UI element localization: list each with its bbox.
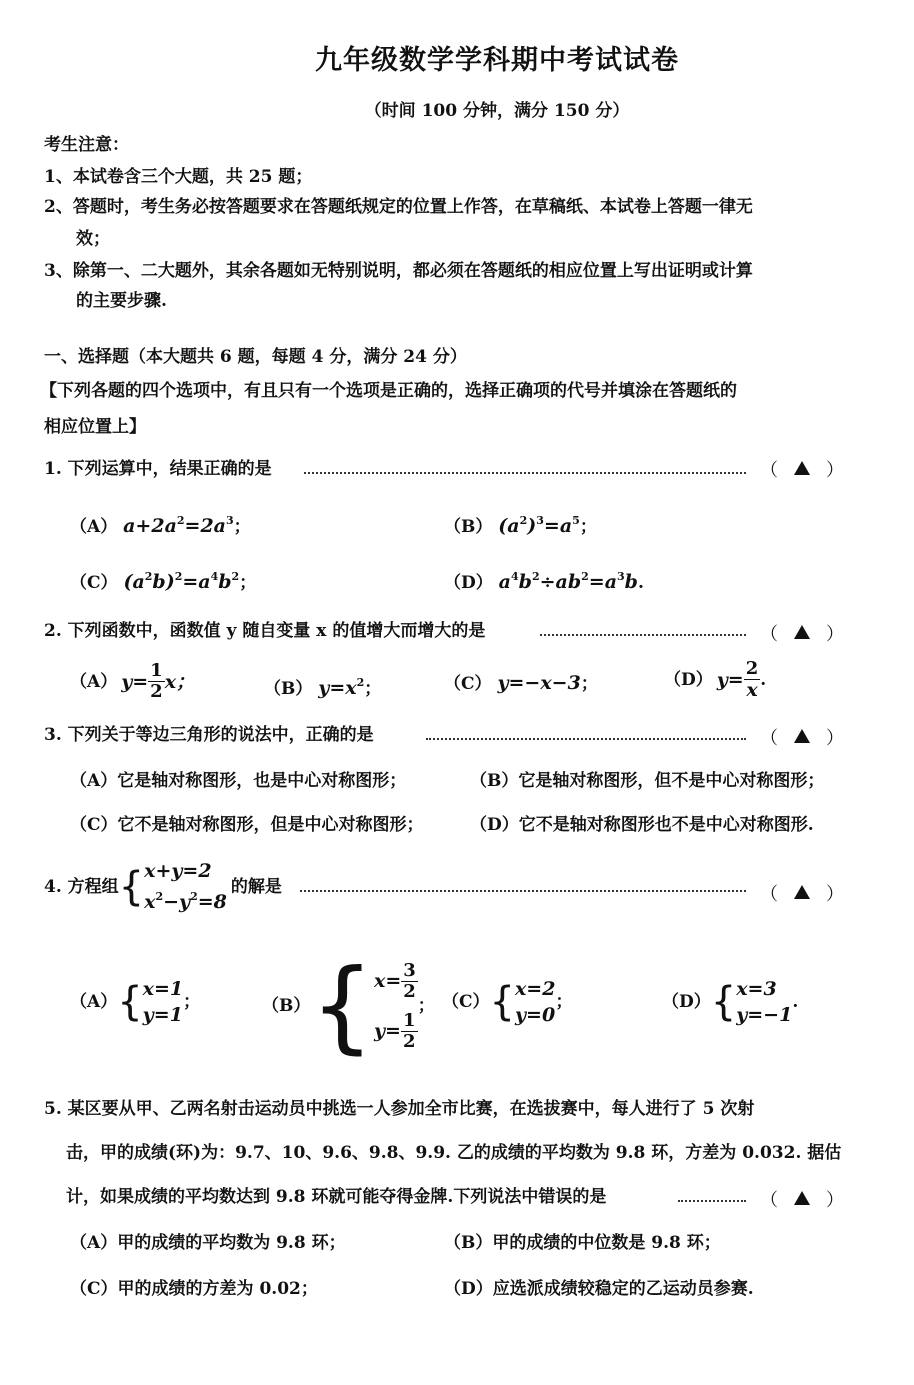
q5-line-3: 计，如果成绩的平均数达到 9.8 环就可能夺得金牌.下列说法中错误的是 bbox=[66, 1187, 607, 1207]
q1-d-exp3: 2 bbox=[581, 570, 589, 583]
q1-d-label: （D） bbox=[444, 573, 493, 593]
q1-a-expr-2: =2a bbox=[184, 515, 226, 537]
q3-option-a: （A）它是轴对称图形，也是中心对称图形； bbox=[70, 771, 407, 791]
q2-b-expr: y=x bbox=[318, 677, 357, 699]
exam-subtitle: （时间 100 分钟，满分 150 分） bbox=[364, 101, 630, 121]
q1-c-label: （C） bbox=[70, 573, 118, 593]
q3-triangle-icon bbox=[794, 729, 810, 743]
section-instruction-2: 相应位置上】 bbox=[44, 417, 146, 437]
q5-option-b: （B）甲的成绩的中位数是 9.8 环； bbox=[444, 1233, 721, 1253]
q1-b-end: ； bbox=[579, 517, 597, 537]
q1-c-end: ； bbox=[239, 573, 257, 593]
q1-paren-close: ） bbox=[826, 460, 844, 481]
q4-c-brace: { bbox=[489, 979, 515, 1025]
q2-paren-close: ） bbox=[826, 624, 844, 645]
q4-option-a bbox=[70, 976, 200, 1028]
q2-d-pre: y= bbox=[716, 668, 744, 691]
q2-option-d bbox=[664, 660, 766, 699]
q4-b-brace: { bbox=[310, 947, 374, 1064]
notice-heading: 考生注意： bbox=[44, 135, 129, 155]
q4-b-label: （B） bbox=[262, 996, 311, 1016]
q2-c-end: ； bbox=[580, 674, 598, 694]
q2-leader-dots bbox=[540, 634, 746, 636]
q1-option-a bbox=[70, 510, 251, 538]
q4-paren-close: ） bbox=[826, 884, 844, 905]
q2-a-den: 2 bbox=[150, 681, 163, 702]
q1-option-c bbox=[70, 566, 256, 594]
q5-option-a: （A）甲的成绩的平均数为 9.8 环； bbox=[70, 1233, 346, 1253]
q1-d-exp1: 4 bbox=[510, 570, 519, 583]
section-heading: 一、选择题（本大题共 6 题，每题 4 分，满分 24 分） bbox=[44, 347, 467, 367]
q4-c-label: （C） bbox=[442, 992, 490, 1012]
q4-option-b bbox=[262, 947, 435, 1064]
q1-c-expr-2: b) bbox=[152, 571, 175, 593]
q2-d-end: . bbox=[760, 669, 767, 690]
q1-d-expr-3: ÷ab bbox=[539, 571, 582, 593]
q3-paren-open: （ bbox=[760, 728, 778, 749]
q1-d-end: . bbox=[637, 573, 644, 593]
q4-eq1: x+y=2 bbox=[144, 860, 212, 882]
q4-b-system: x= $\frac{3}{2}$ y= $\frac{1}{2}$ bbox=[374, 959, 416, 1052]
q1-b-expr-3: =a bbox=[543, 515, 573, 537]
q1-d-expr-4: =a bbox=[588, 571, 618, 593]
q5-line-1: 5. 某区要从甲、乙两名射击运动员中挑选一人参加全市比赛，在选拔赛中，每人进行了 5 次射 bbox=[44, 1099, 755, 1119]
q4-leader-dots bbox=[300, 890, 746, 892]
q1-d-exp4: 3 bbox=[617, 570, 625, 583]
q1-a-exp2: 3 bbox=[226, 514, 234, 527]
q1-b-expr-1: (a bbox=[498, 515, 520, 537]
q4-c-end: ； bbox=[555, 992, 573, 1012]
q4-stem bbox=[44, 858, 282, 915]
q4-stem-post: 的解是 bbox=[230, 876, 282, 897]
q2-a-post: x； bbox=[164, 670, 196, 693]
q1-a-expr-1: a+2a bbox=[123, 515, 177, 537]
q1-c-exp1: 2 bbox=[144, 570, 153, 583]
notice-item-2: 2、答题时，考生务必按答题要求在答题纸规定的位置上作答，在草稿纸、本试卷上答题一律无 bbox=[44, 197, 753, 217]
q1-c-exp2: 2 bbox=[174, 570, 183, 583]
notice-item-2-cont: 效； bbox=[76, 229, 110, 249]
q3-option-d: （D）它不是轴对称图形也不是中心对称图形. bbox=[470, 815, 814, 835]
q2-a-pre: y= bbox=[121, 670, 149, 693]
q1-b-expr-2: ) bbox=[527, 515, 537, 537]
q2-stem: 2. 下列函数中，函数值 y 随自变量 x 的值增大而增大的是 bbox=[44, 621, 486, 641]
q2-d-num: 2 bbox=[745, 658, 759, 679]
q5-paren-open: （ bbox=[760, 1190, 778, 1211]
notice-item-1: 1、本试卷含三个大题，共 25 题； bbox=[44, 167, 313, 187]
q2-a-fraction bbox=[148, 662, 165, 701]
q4-option-c bbox=[442, 976, 572, 1028]
notice-item-3-cont: 的主要步骤. bbox=[76, 291, 167, 311]
q4-a-label: （A） bbox=[70, 992, 118, 1012]
q4-b-end: ； bbox=[417, 996, 435, 1016]
q5-triangle-icon bbox=[794, 1191, 810, 1205]
q5-paren-close: ） bbox=[826, 1190, 844, 1211]
q4-stem-pre: 4. 方程组 bbox=[44, 876, 119, 897]
q1-leader-dots bbox=[304, 472, 746, 474]
q4-paren-open: （ bbox=[760, 884, 778, 905]
q1-a-exp: 2 bbox=[176, 514, 185, 527]
q1-option-b bbox=[444, 510, 597, 538]
q4-triangle-icon bbox=[794, 885, 810, 899]
q1-c-expr-4: b bbox=[218, 571, 232, 593]
q2-b-label: （B） bbox=[264, 679, 313, 699]
q4-eq2: $x^2-y^2=8$ bbox=[144, 890, 227, 913]
q2-paren-open: （ bbox=[760, 624, 778, 645]
q2-d-label: （D） bbox=[664, 669, 713, 690]
q2-b-exp: 2 bbox=[356, 676, 365, 689]
q4-d-label: （D） bbox=[662, 992, 711, 1012]
q4-option-d bbox=[662, 976, 798, 1028]
q3-stem: 3. 下列关于等边三角形的说法中，正确的是 bbox=[44, 725, 374, 745]
q2-option-b bbox=[264, 672, 381, 700]
q1-d-expr-5: b bbox=[624, 571, 638, 593]
q4-c-system: x=2 y=0 bbox=[514, 978, 556, 1026]
q4-d-brace: { bbox=[710, 979, 737, 1025]
q2-option-c bbox=[444, 672, 598, 695]
q3-leader-dots bbox=[426, 738, 746, 740]
q1-b-exp1: 2 bbox=[519, 514, 528, 527]
exam-title: 九年级数学学科期中考试试卷 bbox=[315, 45, 679, 76]
q5-option-d: （D）应选派成绩较稳定的乙运动员参赛. bbox=[444, 1279, 754, 1299]
q1-a-label: （A） bbox=[70, 517, 118, 537]
q5-line-2: 击，甲的成绩(环)为：9.7、10、9.6、9.8、9.9. 乙的成绩的平均数为 9.8 环，方差为 0.032. 据估 bbox=[66, 1143, 842, 1163]
q2-a-num: 1 bbox=[150, 660, 163, 681]
q4-system-brace: { bbox=[118, 863, 145, 910]
q4-system bbox=[144, 858, 227, 915]
q4-a-system: x=1 y=1 bbox=[142, 978, 184, 1026]
q4-d-end: . bbox=[792, 992, 799, 1012]
q4-a-end: ； bbox=[183, 992, 201, 1012]
q2-b-end: ； bbox=[364, 679, 382, 699]
q1-option-d bbox=[444, 566, 644, 594]
q5-leader-dots bbox=[678, 1200, 746, 1202]
q4-a-brace: { bbox=[117, 979, 143, 1025]
q1-paren-open: （ bbox=[760, 460, 778, 481]
q1-b-label: （B） bbox=[444, 517, 493, 537]
q1-c-expr-3: =a bbox=[182, 571, 211, 593]
q3-paren-close: ） bbox=[826, 728, 844, 749]
q5-option-c: （C）甲的成绩的方差为 0.02； bbox=[70, 1279, 318, 1299]
q1-a-end: ； bbox=[233, 517, 251, 537]
q2-triangle-icon bbox=[794, 625, 810, 639]
q1-c-expr-1: (a bbox=[123, 571, 145, 593]
q2-option-a bbox=[70, 662, 195, 701]
q1-d-exp2: 2 bbox=[531, 570, 540, 583]
notice-item-3: 3、除第一、二大题外，其余各题如无特别说明，都必须在答题纸的相应位置上写出证明或计算 bbox=[44, 261, 753, 281]
q2-d-fraction bbox=[744, 660, 761, 699]
section-instruction-1: 【下列各题的四个选项中，有且只有一个选项是正确的，选择正确项的代号并填涂在答题纸的 bbox=[40, 381, 737, 401]
q3-option-c: （C）它不是轴对称图形，但是中心对称图形； bbox=[70, 815, 424, 835]
q1-c-exp3: 4 bbox=[210, 570, 219, 583]
q1-d-expr-2: b bbox=[518, 571, 532, 593]
q1-stem: 1. 下列运算中，结果正确的是 bbox=[44, 459, 272, 479]
q1-d-expr-1: a bbox=[498, 571, 511, 593]
q2-c-label: （C） bbox=[444, 674, 492, 694]
q2-d-den: x bbox=[746, 679, 758, 701]
q1-b-exp2: 3 bbox=[536, 514, 544, 527]
q2-c-expr: y=−x−3 bbox=[497, 672, 581, 694]
q4-d-system: x=3 y=−1 bbox=[736, 978, 793, 1026]
q3-option-b: （B）它是轴对称图形，但不是中心对称图形； bbox=[470, 771, 825, 791]
q2-a-label: （A） bbox=[70, 671, 118, 692]
q1-triangle-icon bbox=[794, 461, 810, 475]
q1-b-exp3: 5 bbox=[572, 514, 580, 527]
q1-c-exp4: 2 bbox=[231, 570, 240, 583]
